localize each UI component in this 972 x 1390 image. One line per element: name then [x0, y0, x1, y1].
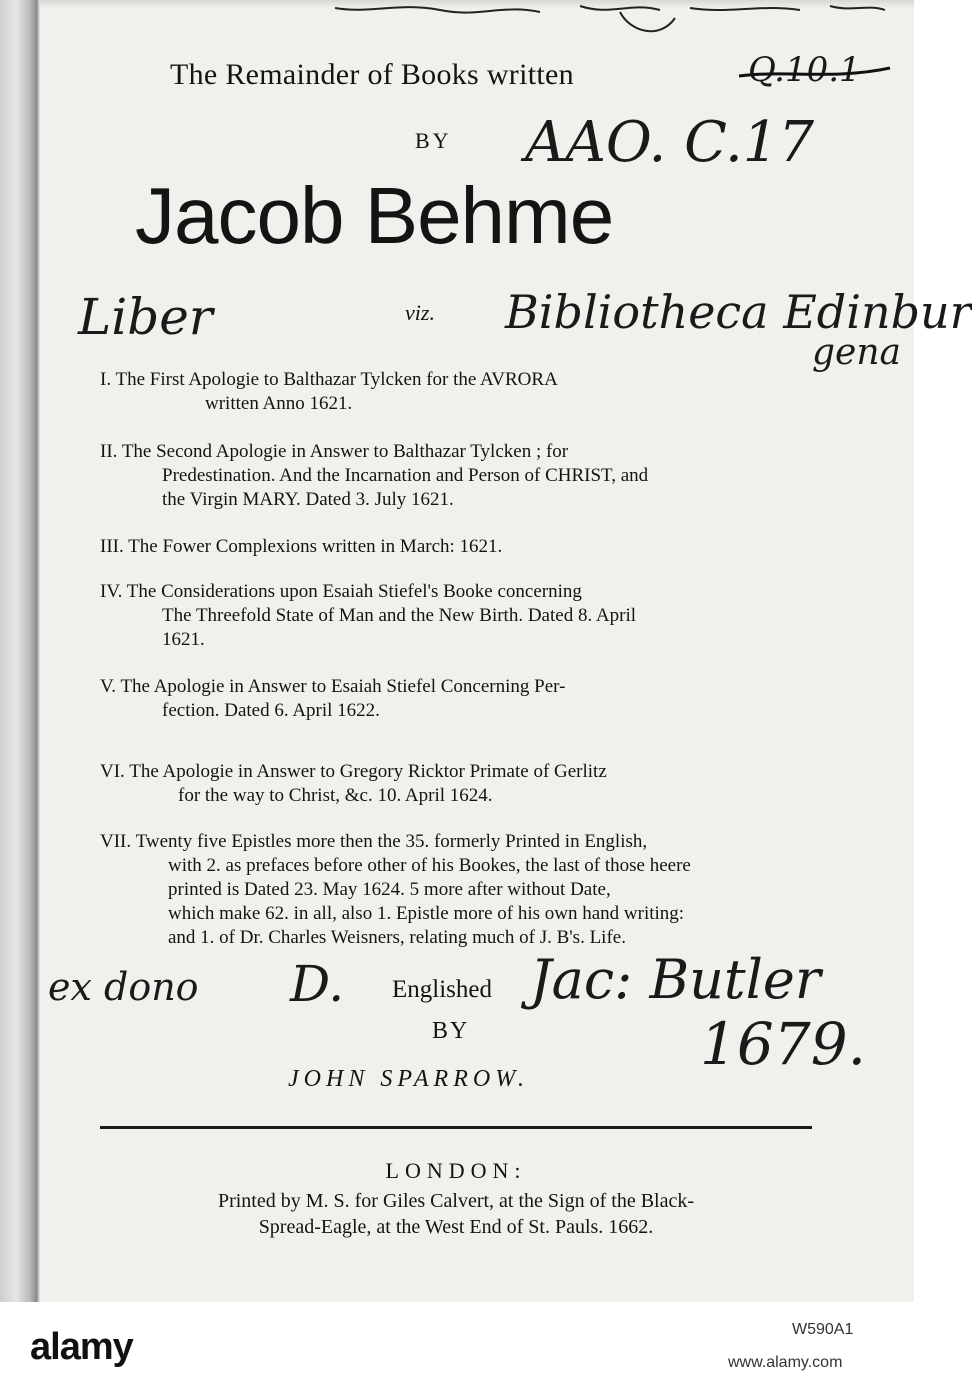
translator-name: JOHN SPARROW. — [288, 1066, 529, 1092]
by-line-2: BY — [432, 1018, 470, 1044]
handwritten-gena: gena — [812, 332, 901, 373]
imprint — [100, 1188, 812, 1240]
divider-rule — [100, 1126, 812, 1129]
watermark-bar — [0, 1302, 914, 1390]
viz-label: viz. — [405, 300, 435, 325]
item-7-line-5: and 1. of Dr. Charles Weisners, relating much of J. B's. Life. — [168, 927, 626, 948]
item-6-line-2: for the way to Christ, &c. 10. April 1624. — [178, 785, 493, 806]
item-5-line-1: V. The Apologie in Answer to Esaiah Stiefel Concerning Per- — [100, 676, 566, 697]
handwritten-year: 1679. — [700, 1010, 867, 1078]
handwritten-donor: Jac: Butler — [530, 948, 821, 1011]
item-5-line-2: fection. Dated 6. April 1622. — [162, 700, 380, 721]
item-4-line-1: IV. The Considerations upon Esaiah Stiefel's Booke concerning — [100, 581, 582, 602]
book-item-2 — [100, 440, 820, 512]
imprint-place: LONDON: — [385, 1158, 527, 1183]
top-scribble — [330, 0, 890, 40]
handwritten-bibliotheca: Bibliotheca Edinbur — [505, 285, 972, 339]
item-7-line-2: with 2. as prefaces before other of his Bookes, the last of those heere — [168, 855, 691, 876]
site-url: www.alamy.com — [728, 1354, 843, 1371]
by-line: BY — [415, 128, 452, 153]
item-3-line-1: III. The Fower Complexions written in March: 1621. — [100, 536, 503, 557]
title-line: The Remainder of Books written — [170, 58, 574, 91]
item-1-line-1: I. The First Apologie to Balthazar Tylcken for the AVRORA — [100, 369, 558, 390]
handwritten-d: D. — [290, 955, 345, 1013]
book-item-3 — [100, 535, 820, 559]
item-7-line-4: which make 62. in all, also 1. Epistle more of his own hand writing: — [168, 903, 685, 924]
item-1-line-2: written Anno 1621. — [205, 393, 353, 414]
alamy-logo: alamy — [30, 1326, 133, 1368]
item-4-line-3: 1621. — [162, 629, 205, 650]
book-item-4 — [100, 580, 820, 652]
handwritten-liber: Liber — [78, 288, 213, 346]
strikethrough-mark — [735, 60, 895, 90]
item-7-line-3: printed is Dated 23. May 1624. 5 more after without Date, — [168, 879, 611, 900]
book-item-6 — [100, 760, 820, 808]
book-item-1 — [100, 368, 820, 416]
shelfmark: AAO. C.17 — [525, 110, 815, 175]
item-6-line-1: VI. The Apologie in Answer to Gregory Ricktor Primate of Gerlitz — [100, 761, 607, 782]
handwritten-ex-dono: ex dono — [48, 965, 199, 1009]
struck-shelfmark: Q.10.1 — [748, 50, 861, 90]
englished-label: Englished — [392, 976, 492, 1003]
item-7-line-1: VII. Twenty five Epistles more then the 35. formerly Printed in English, — [100, 831, 648, 852]
book-spine — [0, 0, 40, 1302]
item-2-line-3: the Virgin MARY. Dated 3. July 1621. — [162, 489, 454, 510]
book-item-5 — [100, 675, 820, 723]
imprint-line-1: Printed by M. S. for Giles Calvert, at the Sign of the Black- — [217, 1190, 695, 1212]
item-2-line-1: II. The Second Apologie in Answer to Balthazar Tylcken ; for — [100, 441, 569, 462]
item-2-line-2: Predestination. And the Incarnation and Person of CHRIST, and — [162, 465, 649, 486]
item-4-line-2: The Threefold State of Man and the New Birth. Dated 8. April — [162, 605, 636, 626]
author-name: Jacob Behme — [135, 171, 614, 260]
image-id: W590A1 — [792, 1321, 854, 1338]
book-item-7 — [100, 830, 820, 950]
imprint-line-2: Spread-Eagle, at the West End of St. Pauls. 1662. — [258, 1216, 654, 1238]
